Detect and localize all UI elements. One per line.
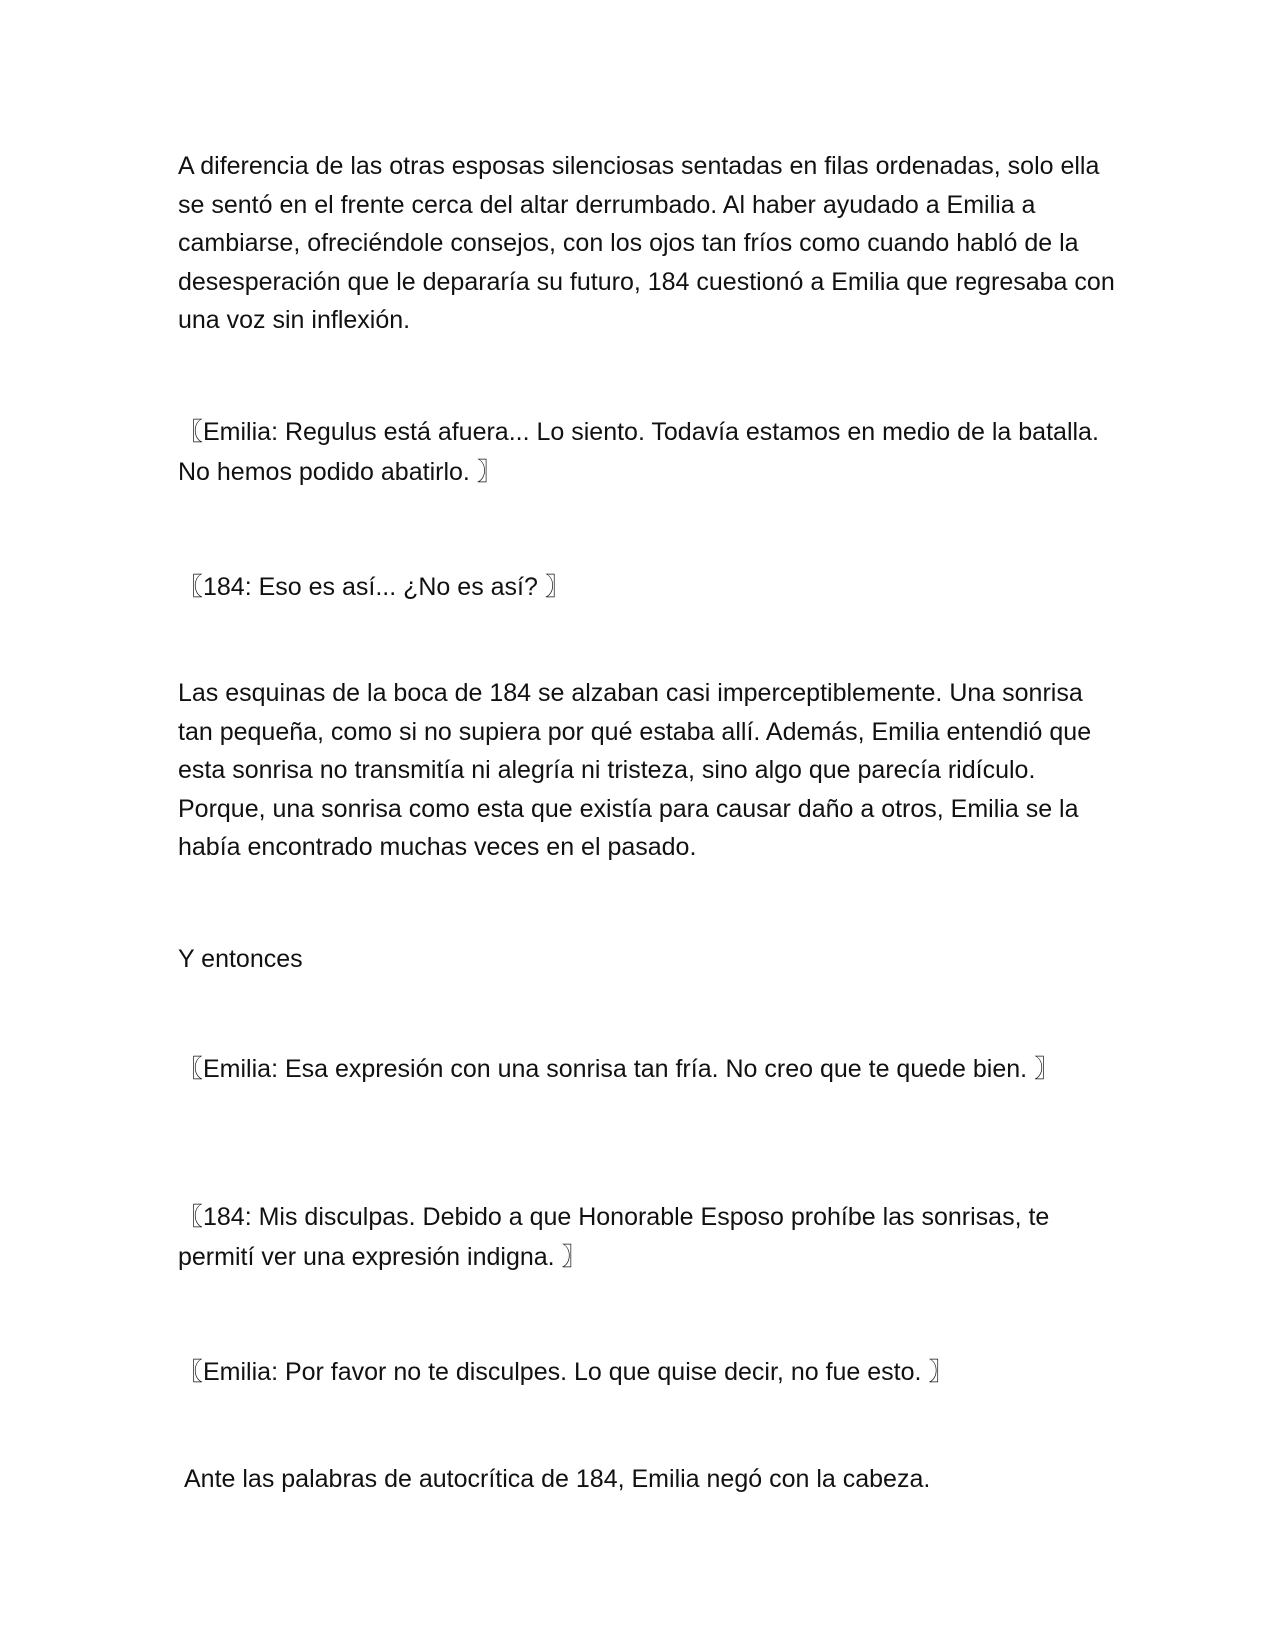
narration-paragraph: Las esquinas de la boca de 184 se alzaban casi imperceptiblemente. Una sonrisa tan pequeña, como si no supiera por qué estaba allí. Además, Emilia entendió que esta sonrisa no transmitía ni alegría ni tristeza, sino algo que parecía ridículo. Porque, una sonrisa como esta que existía para causar daño a otros, Emilia se la había encontrado muchas veces en el pasado. (178, 679, 1092, 861)
dialogue-emilia: 〖Emilia: Por favor no te disculpes. Lo que quise decir, no fue esto. 〗 (178, 1358, 954, 1386)
narration-paragraph: A diferencia de las otras esposas silenciosas sentadas en filas ordenadas, solo ella se sentó en el frente cerca del altar derrumbado. Al haber ayudado a Emilia a cambiarse, ofreciéndole consejos, con los ojos tan fríos como cuando habló de la desesperación que le depararía su futuro, 184 cuestionó a Emilia que regresaba con una voz sin inflexión. (178, 152, 1115, 334)
narration-paragraph: Y entonces (178, 945, 303, 973)
dialogue-emilia: 〖Emilia: Regulus está afuera... Lo siento. Todavía estamos en medio de la batalla. No hemos podido abatirlo. 〗 (178, 418, 1099, 486)
dialogue-184: 〖184: Mis disculpas. Debido a que Honorable Esposo prohíbe las sonrisas, te permití ver una expresión indigna. 〗 (178, 1203, 1050, 1271)
dialogue-emilia: 〖Emilia: Esa expresión con una sonrisa tan fría. No creo que te quede bien. 〗 (178, 1055, 1060, 1083)
narration-paragraph: Ante las palabras de autocrítica de 184, Emilia negó con la cabeza. (184, 1465, 931, 1493)
dialogue-184: 〖184: Eso es así... ¿No es así? 〗 (178, 573, 570, 601)
